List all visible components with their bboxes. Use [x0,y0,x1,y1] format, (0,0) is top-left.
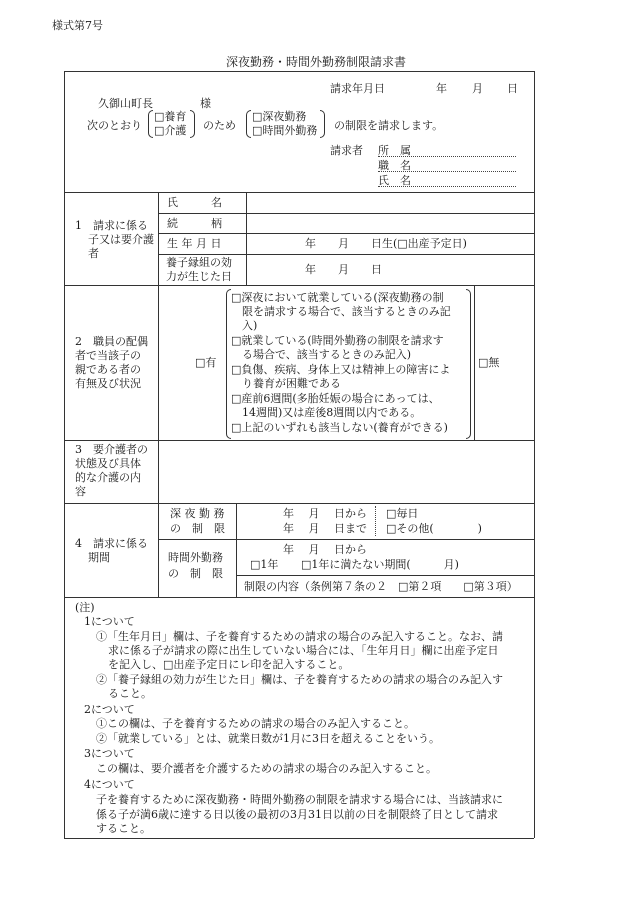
phrase-for: のため [203,119,236,132]
relation-label: 続 柄 [167,217,222,230]
note-line: すること。 [96,822,151,835]
recipient: 久御山町長 [98,97,153,110]
checkbox-spouse-no[interactable]: □無 [478,356,500,369]
checkbox-overtime[interactable]: □時間外勤務 [252,124,318,137]
child-name-label: 氏 名 [167,196,222,209]
note-line: ①この欄は、子を養育するための請求の場合のみ記入すること。 [96,717,415,730]
section3-label-line: 容 [75,485,86,498]
left-brace [148,110,153,138]
status-text: る場合で、該当するときのみ記入) [242,348,412,361]
checkbox-daily[interactable]: □毎日 [386,507,419,520]
note-line: を記入し、□出産予定日にレ印を記入すること。 [108,658,350,671]
status-text: 14週間)又は産後8週間以内である。 [242,406,422,419]
note-line: 係る子が満6歳に達する日以後の最初の3月31日以前の日を制限終了日として請求 [96,808,498,821]
notes-heading: (注) [75,601,95,614]
checkbox-spouse-yes[interactable]: □有 [195,356,217,369]
care-details-field[interactable] [159,441,533,502]
checkbox-none-applicable[interactable]: □上記のいずれも該当しない(養育ができる) [231,421,448,434]
section4-label-line: 期間 [88,551,110,564]
checkbox-other[interactable]: □その他( ) [386,522,482,535]
recipient-honorific: 様 [200,97,211,110]
checkbox-disability[interactable]: □負傷、疾病、身体上又は精神上の障害によ [231,363,451,376]
note-line: ①「生年月日」欄は、子を養育するための請求の場合のみ記入すること。なお、請 [96,630,503,643]
note-line: 2について [84,703,135,716]
checkbox-childcare[interactable]: □養育 [154,110,187,123]
section1-label-line: 1 請求に係る [75,219,148,232]
checkbox-employed[interactable]: □就業している(時間外勤務の制限を請求す [231,334,444,347]
night-period-from[interactable]: 年 月 日から [283,507,367,520]
status-text: 限を請求する場合で、該当するときのみ記 [242,305,451,318]
note-line: 求に係る子が請求の際に出生していない場合には、「生年月日」欄に出産予定日 [108,644,499,657]
section2-label-line: 者で当該子の [75,349,141,362]
section2-label-line: 親である者の [75,363,141,376]
request-day-unit: 日 [507,82,518,95]
note-line: ②「養子縁組の効力が生じた日」欄は、子を養育するための請求の場合のみ記入す [96,673,503,686]
night-period-to[interactable]: 年 月 日まで [283,522,367,535]
section4-label-line: 4 請求に係る [75,537,148,550]
adoption-date-label: 養子縁組の効 [166,256,232,269]
limit-content[interactable]: 制限の内容（条例第７条の２ □第２項 □第３項） [244,580,518,593]
checkbox-maternity[interactable]: □産前6週間(多胎妊娠の場合にあっては、 [231,392,440,405]
section2-label-line: 2 職員の配偶 [75,335,148,348]
checkbox-night-work[interactable]: □深夜勤務 [252,110,307,123]
note-line: 子を養育するために深夜勤務・時間外勤務の制限を請求する場合には、当該請求に [96,793,503,806]
section3-label-line: 3 要介護者の [75,443,148,456]
adoption-date-field[interactable]: 年 月 日 [305,263,382,276]
section3-label-line: 的な介護の内 [75,471,141,484]
affiliation-label: 所 属 [378,144,411,157]
name-label: 氏 名 [378,174,411,187]
note-line: この欄は、要介護者を介護するための請求の場合のみ記入すること。 [96,762,437,775]
form-number: 様式第7号 [52,19,103,32]
request-month-unit: 月 [472,82,483,95]
position-label: 職 名 [378,159,411,172]
checkbox-night-employed[interactable]: □深夜において就業している(深夜勤務の制 [231,291,444,304]
form-title: 深夜勤務・時間外勤務制限請求書 [226,55,407,69]
left-brace [246,110,251,138]
note-line: 1について [84,615,135,628]
overtime-limit-label: 時間外勤務 [168,551,223,564]
right-brace [320,110,325,138]
note-line: 3について [84,747,135,760]
birth-date-label: 生 年 月 日 [167,237,222,250]
phrase-as-follows: 次のとおり [87,119,142,132]
note-line: 4について [84,778,135,791]
right-brace [466,289,471,439]
note-line: ②「就業している」とは、就業日数が1月に3日を超えることをいう。 [96,732,440,745]
adoption-date-label: 力が生じた日 [166,270,232,283]
checkbox-one-year[interactable]: □1年 [250,558,279,571]
overtime-period-from[interactable]: 年 月 日から [283,543,367,556]
right-brace [190,110,195,138]
section2-label-line: 有無及び状況 [75,377,141,390]
request-date-label: 請求年月日 [330,82,385,95]
status-text: り養育が困難である [242,377,341,390]
overtime-limit-label: の 制 限 [168,567,223,580]
status-text: 入) [242,319,258,332]
night-limit-label: 深 夜 勤 務 [170,507,225,520]
night-limit-label: の 制 限 [170,522,225,535]
section1-label-line: 者 [88,247,99,260]
request-year-unit: 年 [436,82,447,95]
section1-label-line: 子又は要介護 [88,233,154,246]
checkbox-nursing[interactable]: □介護 [154,124,187,137]
note-line: ること。 [108,687,152,700]
birth-date-field[interactable]: 年 月 日生(□出産予定日) [305,237,467,250]
requester-label: 請求者 [330,144,363,157]
checkbox-less-than-year[interactable]: □1年に満たない期間( 月) [301,558,459,571]
section3-label-line: 状態及び具体 [75,457,141,470]
phrase-request: の制限を請求します。 [334,119,444,132]
